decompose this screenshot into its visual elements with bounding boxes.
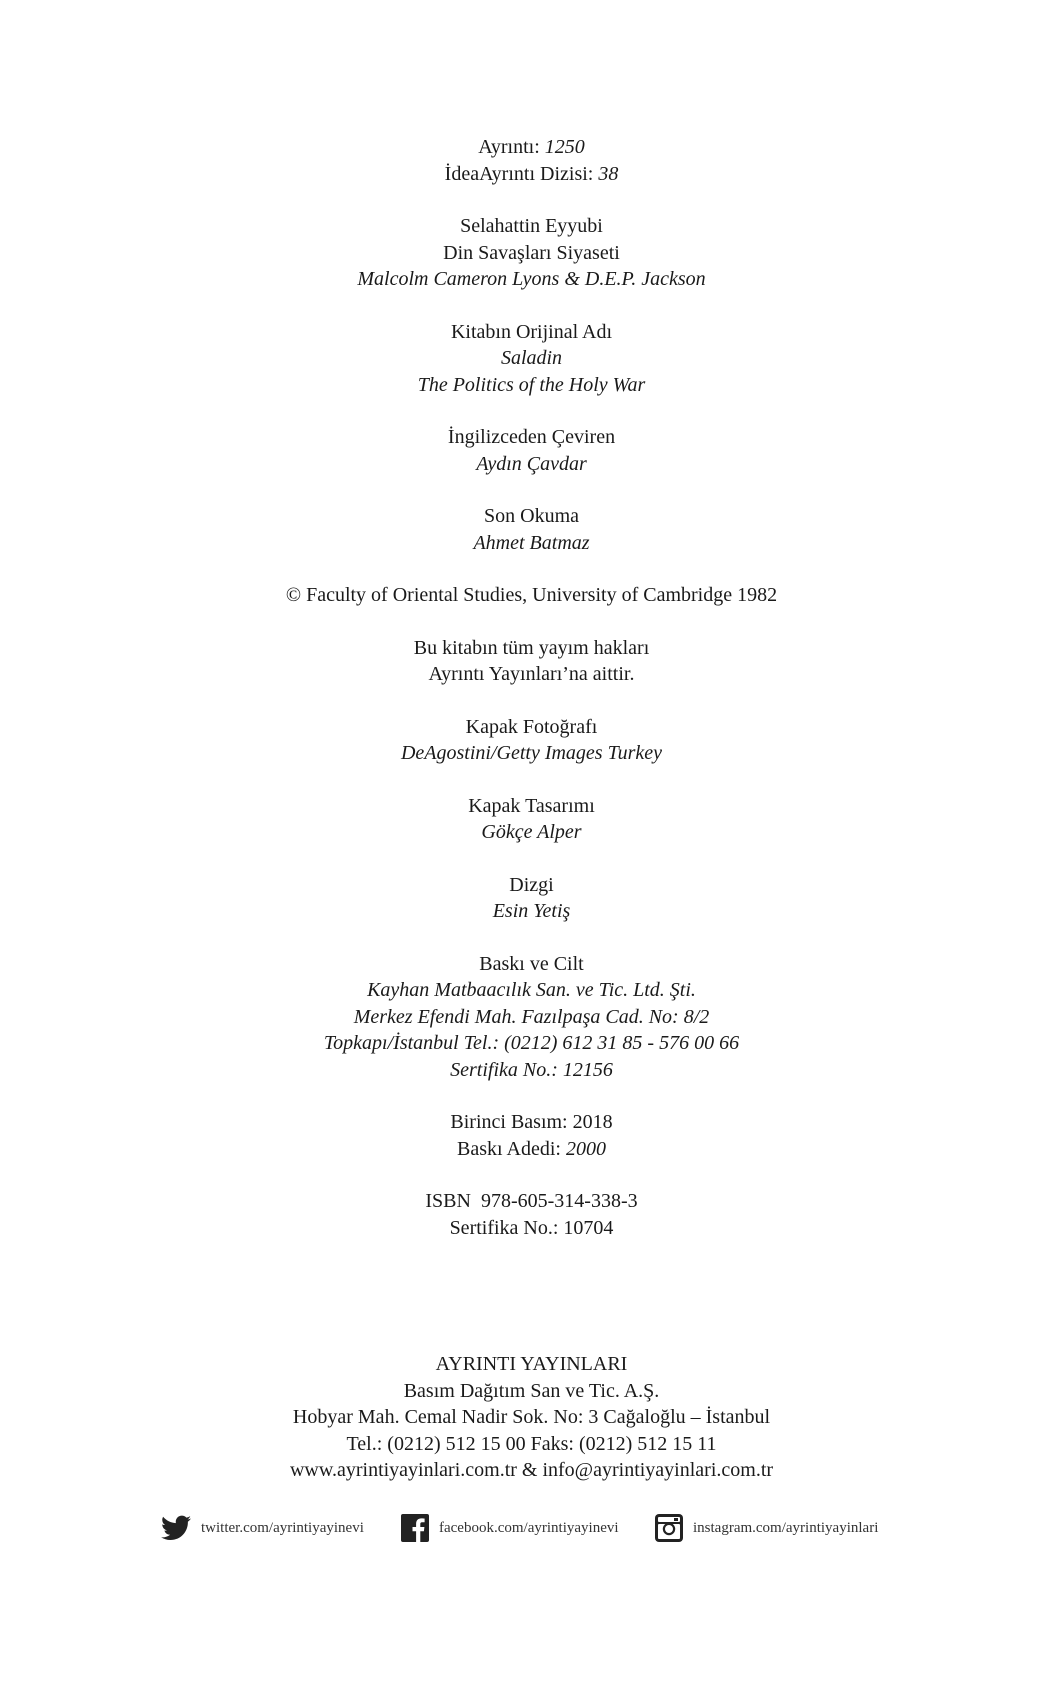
twitter-url: twitter.com/ayrintiyayinevi: [201, 1519, 364, 1536]
series-block: [0, 134, 1063, 187]
original-title-block: [0, 319, 1063, 399]
twitter-icon: [161, 1515, 191, 1541]
rights-block: [0, 635, 1063, 688]
book-block: [0, 213, 1063, 293]
cover-photo-label: Kapak Fotoğrafı: [465, 715, 598, 738]
printer-certificate: Sertifika No.: 12156: [450, 1058, 613, 1081]
cover-design-label: Kapak Tasarımı: [468, 794, 595, 817]
publisher-company: Basım Dağıtım San ve Tic. A.Ş.: [403, 1379, 660, 1402]
first-edition: Birinci Basım: 2018: [450, 1111, 613, 1133]
book-title: Selahattin Eyyubi: [460, 215, 603, 237]
book-authors: Malcolm Cameron Lyons & D.E.P. Jackson: [357, 268, 706, 290]
typesetting-block: [0, 872, 1063, 925]
proofreading-label: Son Okuma: [484, 505, 579, 527]
twitter-link[interactable]: [161, 1510, 364, 1546]
colophon: [0, 134, 1063, 1267]
printer-phone: Topkapı/İstanbul Tel.: (0212) 612 31 85 - 576 00 66: [323, 1032, 740, 1054]
translator-label: İngilizceden Çeviren: [447, 426, 616, 448]
typesetting-credit: Esin Yetiş: [492, 900, 571, 922]
typesetting-label: Dizgi: [509, 873, 554, 896]
rights-line-1: Bu kitabın tüm yayım hakları: [413, 636, 650, 659]
cover-photo-credit: DeAgostini/Getty Images Turkey: [400, 742, 663, 764]
original-subtitle: The Politics of the Holy War: [417, 373, 646, 396]
printer-address: Merkez Efendi Mah. Fazılpaşa Cad. No: 8/2: [353, 1005, 710, 1028]
book-subtitle: Din Savaşları Siyaseti: [443, 241, 620, 264]
printing-block: [0, 951, 1063, 1084]
facebook-link[interactable]: [401, 1510, 619, 1546]
facebook-url: facebook.com/ayrintiyayinevi: [439, 1519, 619, 1536]
idea-series-number: 38: [598, 162, 619, 185]
instagram-icon: [655, 1514, 683, 1542]
facebook-icon: [401, 1514, 429, 1542]
publisher-phone: Tel.: (0212) 512 15 00 Faks: (0212) 512 15 11: [346, 1432, 717, 1455]
original-title: Saladin: [500, 347, 563, 369]
cover-design-credit: Gökçe Alper: [481, 821, 582, 843]
print-run-label: Baskı Adedi:: [457, 1137, 561, 1160]
idea-series-label: İdeaAyrıntı Dizisi:: [444, 162, 594, 185]
isbn-block: [0, 1188, 1063, 1241]
printer-name: Kayhan Matbaacılık San. ve Tic. Ltd. Şti.: [367, 979, 696, 1001]
proofreading-block: [0, 503, 1063, 556]
series-line: [0, 134, 1063, 161]
series-number: 1250: [544, 136, 585, 158]
edition-block: [0, 1109, 1063, 1162]
publisher-address: Hobyar Mah. Cemal Nadir Sok. No: 3 Cağaloğlu – İstanbul: [292, 1406, 771, 1428]
publisher-info: [0, 1351, 1063, 1484]
copyright-notice: © Faculty of Oriental Studies, University of Cambridge 1982: [285, 584, 778, 606]
rights-line-2: Ayrıntı Yayınları’na aittir.: [428, 663, 635, 685]
isbn: ISBN 978-605-314-338-3: [425, 1190, 638, 1212]
publisher-name: AYRINTI YAYINLARI: [435, 1353, 628, 1375]
idea-series-line: [0, 161, 1063, 188]
print-run-line: [0, 1136, 1063, 1163]
cover-photo-block: [0, 714, 1063, 767]
copyright-block: [0, 582, 1063, 609]
instagram-link[interactable]: [655, 1510, 878, 1546]
cover-design-block: [0, 793, 1063, 846]
proofreading-name: Ahmet Batmaz: [473, 531, 590, 554]
social-links: [0, 1510, 1063, 1546]
printing-label: Baskı ve Cilt: [479, 952, 584, 975]
original-title-label: Kitabın Orijinal Adı: [450, 320, 613, 343]
translator-block: [0, 424, 1063, 477]
publisher-certificate: Sertifika No.: 10704: [449, 1216, 614, 1239]
instagram-url: instagram.com/ayrintiyayinlari: [693, 1519, 879, 1536]
series-label: Ayrıntı:: [478, 136, 540, 158]
translator-name: Aydın Çavdar: [476, 452, 587, 475]
print-run-value: 2000: [565, 1137, 606, 1160]
publisher-web: www.ayrintiyayinlari.com.tr & info@ayrintiyayinlari.com.tr: [289, 1459, 774, 1481]
